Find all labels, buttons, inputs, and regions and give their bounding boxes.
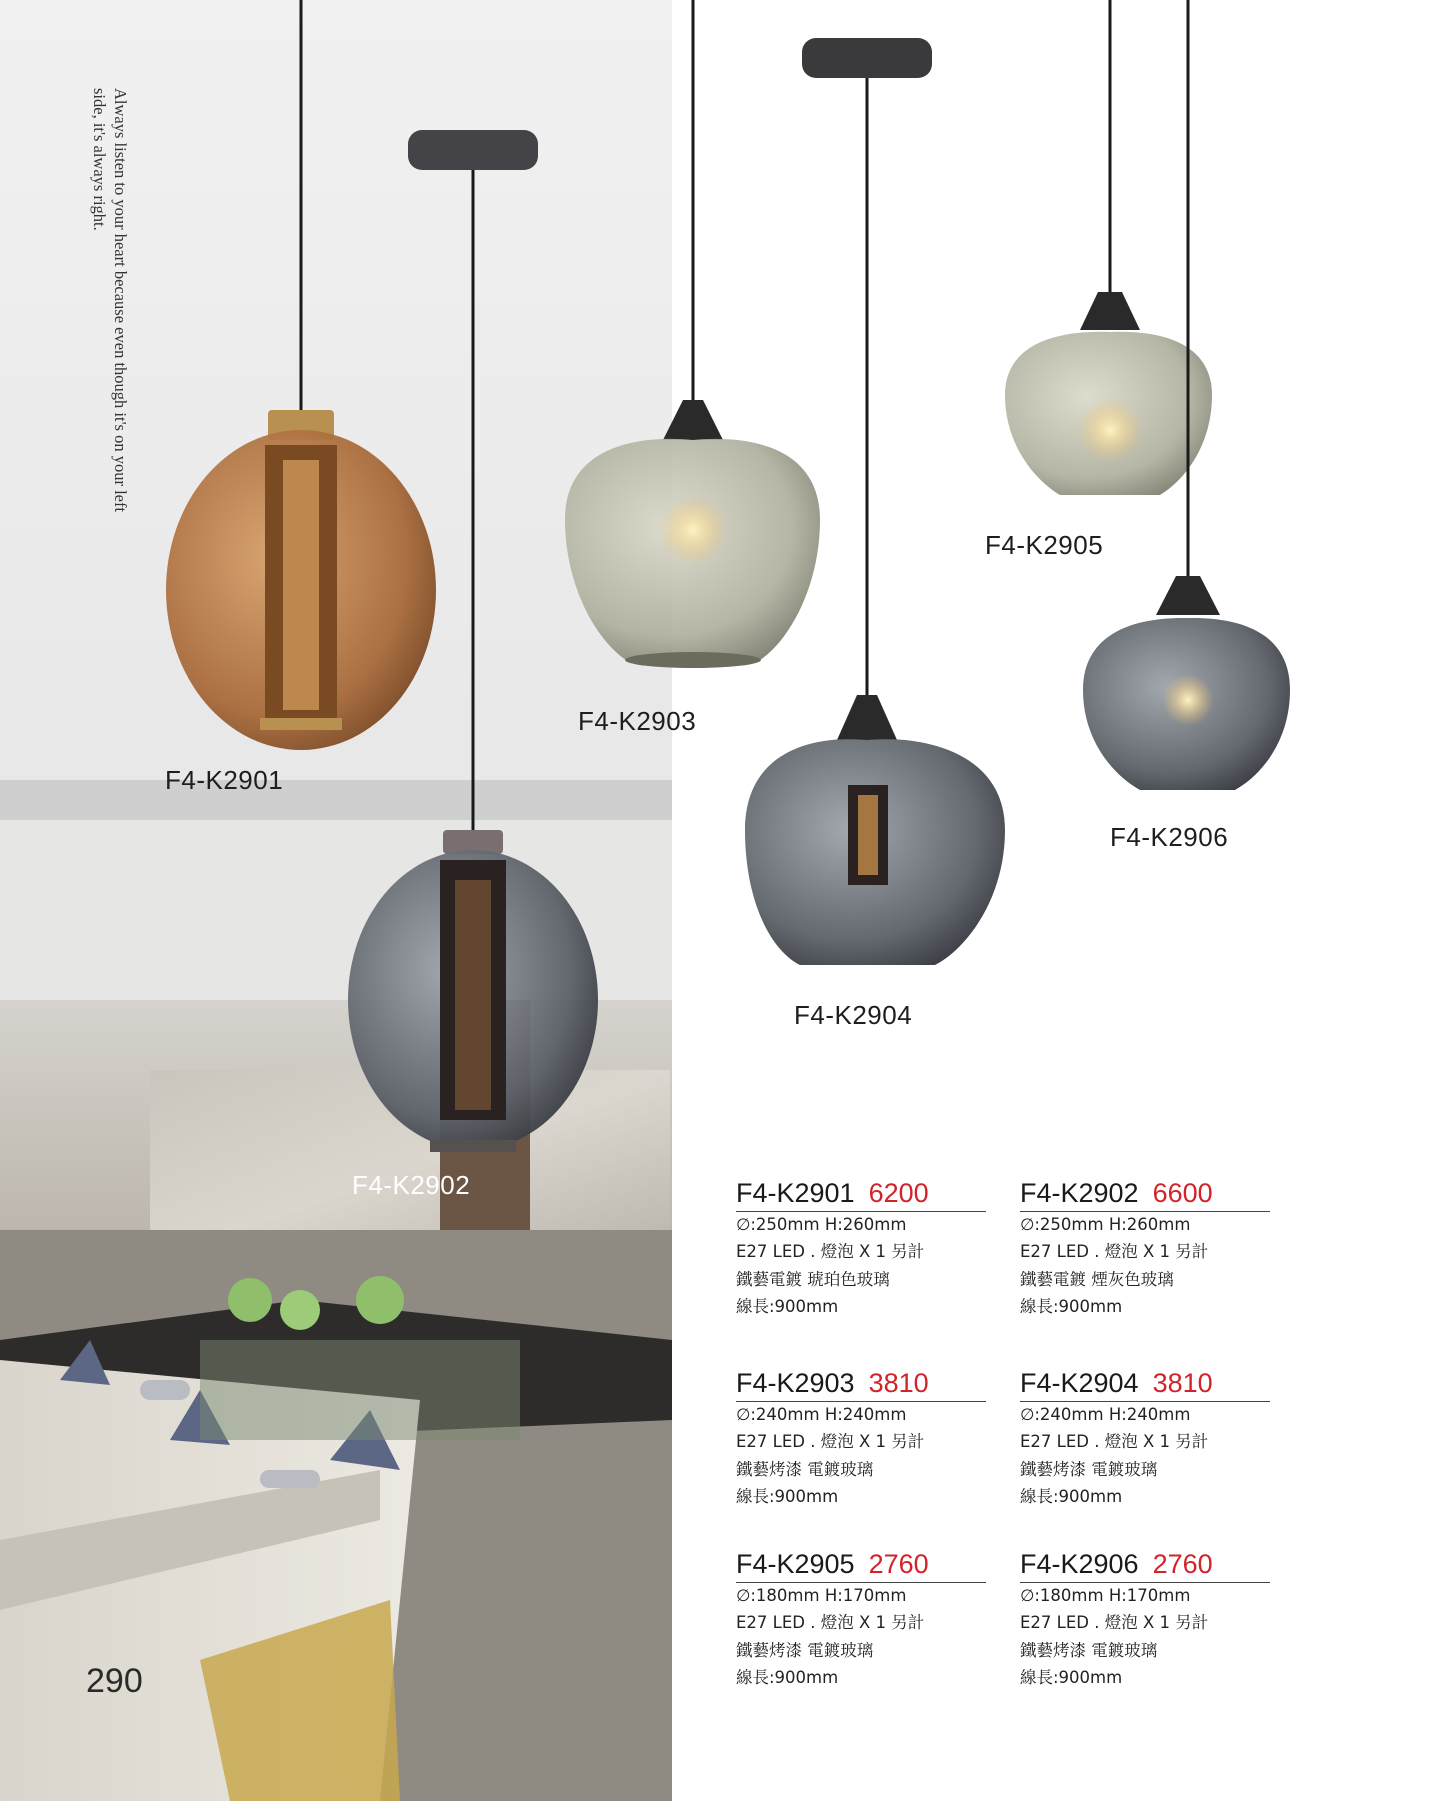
spec-price: 6600 [1152, 1178, 1213, 1208]
spec-cord: 線長:900mm [1020, 1668, 1123, 1687]
spec-k2906 [1020, 1549, 1270, 1691]
spec-cord: 線長:900mm [1020, 1487, 1123, 1506]
spec-k2902 [1020, 1178, 1270, 1320]
spec-price: 2760 [1152, 1549, 1213, 1579]
spec-bulb: E27 LED . 燈泡 X 1 另計 [1020, 1432, 1209, 1451]
spec-cord: 線長:900mm [736, 1668, 839, 1687]
spec-size: ∅:240mm H:240mm [1020, 1405, 1191, 1424]
spec-model: F4-K2902 [1020, 1178, 1139, 1208]
page-number: 290 [86, 1662, 143, 1700]
spec-model: F4-K2904 [1020, 1368, 1139, 1398]
lamp-k2901 [166, 0, 436, 750]
spec-k2905 [736, 1549, 986, 1691]
spec-cord: 線長:900mm [736, 1297, 839, 1316]
spec-header [736, 1368, 986, 1402]
spec-k2904 [1020, 1368, 1270, 1510]
spec-material: 鐵藝電鍍 琥珀色玻璃 [736, 1270, 890, 1289]
spec-size: ∅:180mm H:170mm [736, 1586, 907, 1605]
spec-size: ∅:240mm H:240mm [736, 1405, 907, 1424]
spec-header [1020, 1178, 1270, 1212]
lamp-label-k2901: F4-K2901 [165, 765, 284, 795]
lamp-label-k2904: F4-K2904 [794, 1000, 913, 1030]
spec-material: 鐵藝電鍍 煙灰色玻璃 [1020, 1270, 1174, 1289]
spec-size: ∅:180mm H:170mm [1020, 1586, 1191, 1605]
lamp-label-k2903: F4-K2903 [578, 706, 697, 736]
spec-bulb: E27 LED . 燈泡 X 1 另計 [1020, 1242, 1209, 1261]
spec-model: F4-K2903 [736, 1368, 855, 1398]
spec-bulb: E27 LED . 燈泡 X 1 另計 [1020, 1613, 1209, 1632]
spec-material: 鐵藝烤漆 電鍍玻璃 [736, 1460, 874, 1479]
spec-bulb: E27 LED . 燈泡 X 1 另計 [736, 1242, 925, 1261]
spec-price: 3810 [868, 1368, 929, 1398]
spec-cord: 線長:900mm [1020, 1297, 1123, 1316]
spec-material: 鐵藝烤漆 電鍍玻璃 [1020, 1460, 1158, 1479]
spec-model: F4-K2901 [736, 1178, 855, 1208]
spec-k2903 [736, 1368, 986, 1510]
spec-bulb: E27 LED . 燈泡 X 1 另計 [736, 1613, 925, 1632]
spec-price: 6200 [868, 1178, 929, 1208]
lamp-k2903 [565, 0, 820, 668]
lamp-k2905 [1005, 0, 1212, 495]
spec-size: ∅:250mm H:260mm [736, 1215, 907, 1234]
lamp-label-k2902: F4-K2902 [352, 1170, 471, 1200]
spec-k2901 [736, 1178, 986, 1320]
spec-header [736, 1549, 986, 1583]
spec-model: F4-K2906 [1020, 1549, 1139, 1579]
spec-material: 鐵藝烤漆 電鍍玻璃 [1020, 1641, 1158, 1660]
spec-material: 鐵藝烤漆 電鍍玻璃 [736, 1641, 874, 1660]
tagline-text: Always listen to your heart because even though it's on your left side, it's always right. [90, 88, 130, 513]
lamp-label-k2906: F4-K2906 [1110, 822, 1229, 852]
lamp-label-k2905: F4-K2905 [985, 530, 1104, 560]
spec-model: F4-K2905 [736, 1549, 855, 1579]
spec-price: 3810 [1152, 1368, 1213, 1398]
spec-header [1020, 1549, 1270, 1583]
spec-price: 2760 [868, 1549, 929, 1579]
spec-bulb: E27 LED . 燈泡 X 1 另計 [736, 1432, 925, 1451]
spec-header [1020, 1368, 1270, 1402]
spec-cord: 線長:900mm [736, 1487, 839, 1506]
spec-header [736, 1178, 986, 1212]
spec-size: ∅:250mm H:260mm [1020, 1215, 1191, 1234]
